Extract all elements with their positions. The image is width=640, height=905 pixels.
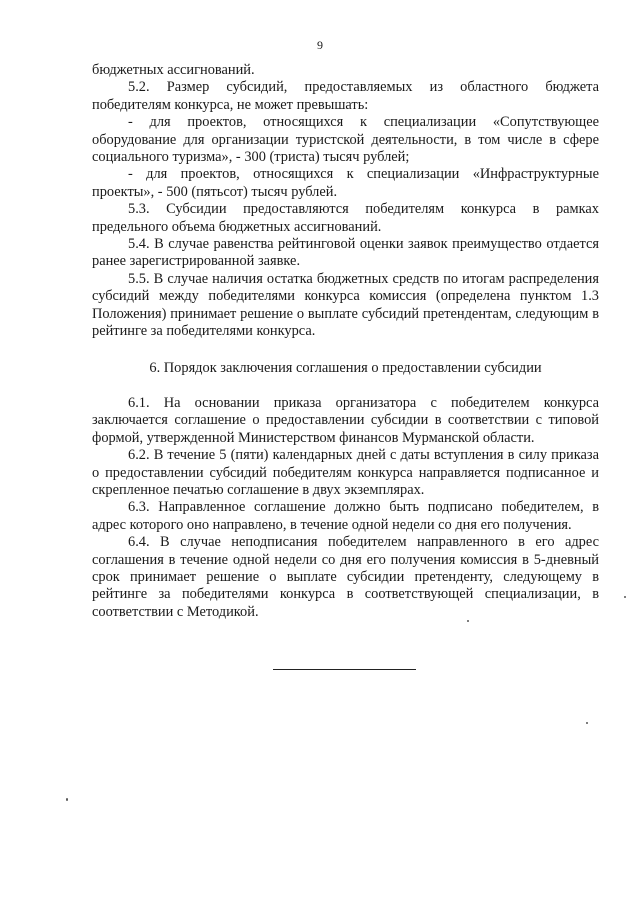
section-5-text <box>92 62 599 341</box>
section-6-paragraph: 6.4. В случае неподписания победителем направленного в его адрес соглашения в течение одной недели со дня его получения комиссия в 5-дневный срок принимает решение о выплате субсидии претенденту, следующему в рейтинге за победителями конкурса в соответствующей специализации, в соответствии с Методикой. <box>92 534 599 620</box>
scan-speck <box>624 596 626 598</box>
section-5-paragraph: - для проектов, относящихся к специализации «Сопутствующее оборудование для организации туристской деятельности, в том числе в сфере социального туризма», - 300 (триста) тысяч рублей; <box>92 114 599 166</box>
page-number: 9 <box>317 38 323 52</box>
section-6-heading: 6. Порядок заключения соглашения о предоставлении субсидии <box>149 359 542 376</box>
section-5-paragraph: - для проектов, относящихся к специализации «Инфраструктурные проекты», - 500 (пятьсот) тысяч рублей. <box>92 166 599 200</box>
section-6-paragraph: 6.3. Направленное соглашение должно быть подписано победителем, в адрес которого оно направлено, в течение одной недели со дня его получения. <box>92 499 599 533</box>
section-5-paragraph: 5.5. В случае наличия остатка бюджетных средств по итогам распределения субсидий между победителями конкурса комиссия (определена пунктом 1.3 Положения) принимает решение о выплате субсидий претендентам, следующим в рейтинге за победителями конкурса. <box>92 270 599 340</box>
scan-speck <box>467 620 469 622</box>
section-5-paragraph: 5.4. В случае равенства рейтинговой оценки заявок преимущество отдается ранее зарегистрированной заявке. <box>92 236 599 270</box>
scan-speck <box>586 722 588 724</box>
end-of-text-rule <box>273 669 416 670</box>
section-5-paragraph: бюджетных ассигнований. <box>92 62 255 78</box>
section-5-paragraph: 5.3. Субсидии предоставляются победителям конкурса в рамках предельного объема бюджетных ассигнований. <box>92 201 599 235</box>
document-body <box>92 62 599 621</box>
section-6-text <box>92 395 599 621</box>
scan-speck <box>66 798 68 801</box>
section-6-paragraph: 6.2. В течение 5 (пяти) календарных дней с даты вступления в силу приказа о предоставлении субсидий победителям конкурса направляется подписанное и скрепленное печатью соглашение в двух экземплярах. <box>92 447 599 498</box>
section-6-paragraph: 6.1. На основании приказа организатора с победителем конкурса заключается соглашение о предоставлении субсидии в соответствии с типовой формой, утвержденной Министерством финансов Мурманской области. <box>92 394 599 446</box>
section-5-paragraph: 5.2. Размер субсидий, предоставляемых из областного бюджета победителям конкурса, не может превышать: <box>92 79 599 113</box>
